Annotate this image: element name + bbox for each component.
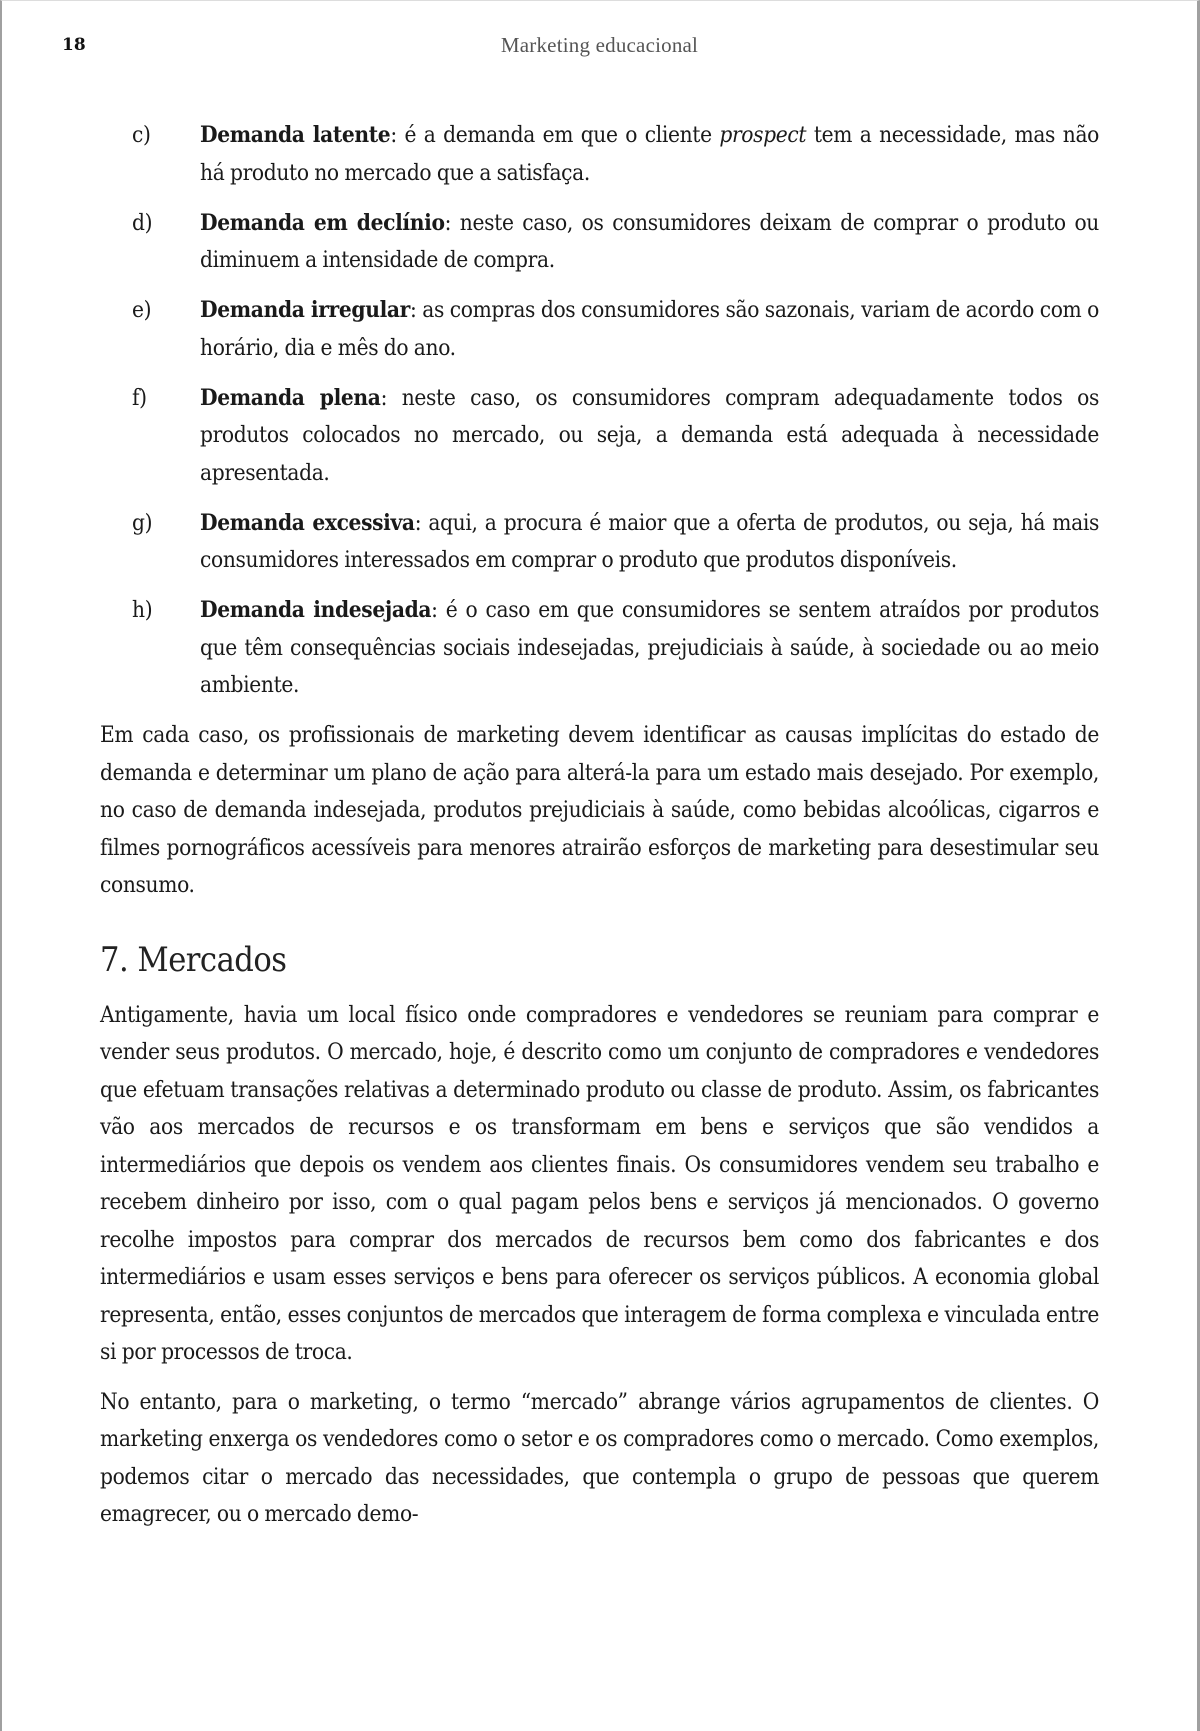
italic-term: prospect	[719, 122, 807, 148]
page-content	[100, 117, 1099, 1534]
running-title: Marketing educacional	[500, 33, 699, 57]
list-marker: g)	[132, 509, 153, 536]
term: Demanda plena	[200, 384, 381, 411]
list-item-demanda-plena	[100, 380, 1099, 493]
body-paragraph: Antigamente, havia um local físico onde compradores e vendedores se reuniam para comprar e vender seus produtos. O mercado, hoje, é descrito como um conjunto de compradores e vendedores que efetuam transações relativas a determinado produto ou classe de produto. Assim, os fabricantes vão aos mercados de recursos e os transformam em bens e serviços que são vendidos a intermediários que depois os vendem aos clientes finais. Os consumidores vendem seu trabalho e recebem dinheiro por isso, com o qual pagam pelos bens e serviços já mencionados. O governo recolhe impostos para comprar dos mercados de recursos bem como dos fabricantes e dos intermediários e usam esses serviços e bens para oferecer os serviços públicos. A economia global representa, então, esses conjuntos de mercados que interagem de forma complexa e vinculada entre si por processos de troca.	[100, 1001, 1099, 1365]
list-marker: c)	[132, 122, 151, 148]
list-item-demanda-em-declinio	[100, 205, 1099, 280]
definition-text: : é o caso em que consumidores se sentem atraídos por produtos que têm consequências sociais indesejadas, prejudiciais à saúde, à sociedade ou ao meio ambiente.	[200, 597, 1099, 698]
term: Demanda latente	[200, 122, 391, 148]
list-item-demanda-latente	[100, 117, 1099, 192]
list-item-demanda-irregular	[100, 292, 1099, 367]
demand-types-list	[100, 117, 1099, 705]
definition-text: : neste caso, os consumidores compram adequadamente todos os produtos colocados no mercado, ou seja, a demanda está adequada à necessidade apresentada.	[200, 384, 1099, 486]
definition-text: tem a necessidade, mas não há produto no mercado que a satisfaça.	[200, 122, 1099, 186]
term: Demanda indesejada	[200, 597, 432, 623]
list-marker: h)	[132, 597, 153, 623]
term: Demanda irregular	[200, 297, 410, 323]
section-heading: 7. Mercados	[100, 939, 287, 980]
list-item-demanda-indesejada	[100, 592, 1099, 705]
definition-text: : é a demanda em que o cliente	[390, 122, 720, 148]
definition-text: : neste caso, os consumidores deixam de comprar o produto ou diminuem a intensidade de compra.	[200, 209, 1099, 273]
list-item-demanda-excessiva	[100, 505, 1099, 580]
term: Demanda excessiva	[200, 509, 415, 536]
body-paragraph: No entanto, para o marketing, o termo “mercado” abrange vários agrupamentos de clientes. O marketing enxerga os vendedores como o setor e os compradores como o mercado. Como exemplos, podemos citar o mercado das necessidades, que contempla o grupo de pessoas que querem emagrecer, ou o mercado demo-	[100, 1388, 1099, 1527]
running-head	[2, 33, 1197, 63]
list-marker: f)	[132, 384, 147, 411]
page-number: 18	[62, 35, 86, 55]
list-marker: d)	[132, 209, 153, 236]
closing-paragraph: Em cada caso, os profissionais de marketing devem identificar as causas implícitas do estado de demanda e determinar um plano de ação para alterá-la para um estado mais desejado. Por exemplo, no caso de demanda indesejada, produtos prejudiciais à saúde, como bebidas alcoólicas, cigarros e filmes pornográficos acessíveis para menores atrairão esforços de marketing para desestimular seu consumo.	[100, 722, 1099, 898]
definition-text: : as compras dos consumidores são sazonais, variam de acordo com o horário, dia e mês do ano.	[200, 297, 1099, 361]
term: Demanda em declínio	[200, 209, 445, 236]
definition-text: : aqui, a procura é maior que a oferta de produtos, ou seja, há mais consumidores interessados em comprar o produto que produtos disponíveis.	[200, 509, 1099, 573]
list-marker: e)	[132, 297, 152, 323]
